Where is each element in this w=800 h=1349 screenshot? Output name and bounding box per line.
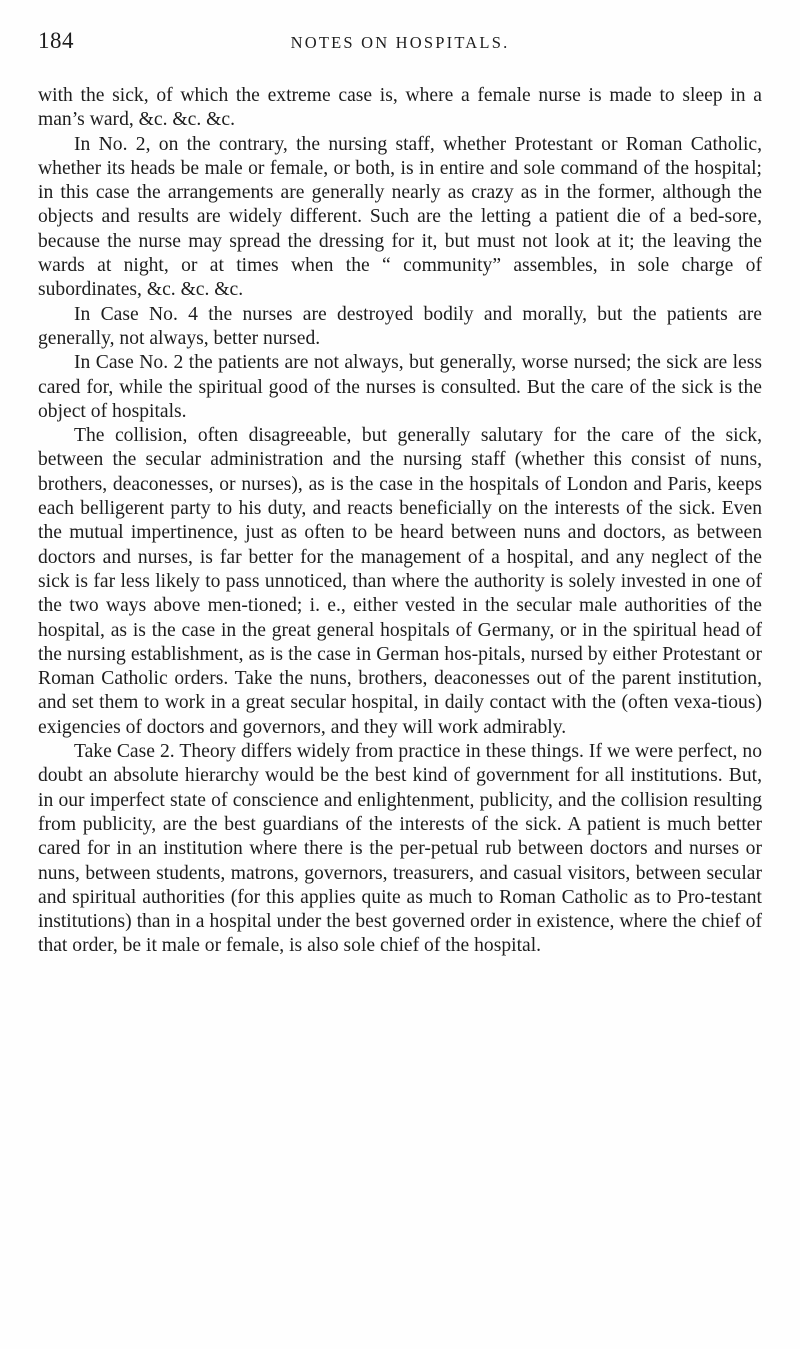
- page-header: [38, 28, 762, 62]
- paragraph-4: In Case No. 2 the patients are not always, but generally, worse nursed; the sick are less cared for, while the spiritual good of the nurses is consulted. But the care of the sick is the object of hospitals.: [38, 352, 762, 422]
- paragraph-3: In Case No. 4 the nurses are destroyed bodily and morally, but the patients are generally, not always, better nursed.: [38, 303, 762, 349]
- paragraph-6: Take Case 2. Theory differs widely from practice in these things. If we were perfect, no doubt an absolute hierarchy would be the best kind of government for all institutions. But, in our imperfect state of conscience and enlightenment, publicity, and the collision resulting from publicity, are the best guardians of the interests of the sick. A patient is much better cared for in an institution where there is the per-petual rub between doctors and nurses or nuns, between students, matrons, governors, treasurers, and casual visitors, between secular and spiritual authorities (for this applies quite as much to Roman Catholic as to Pro-testant institutions) than in a hospital under the best governed order in existence, where the chief of that order, be it male or female, is also sole chief of the hospital.: [38, 741, 762, 957]
- running-head: NOTES ON HOSPITALS.: [290, 33, 510, 52]
- body-text: [38, 84, 762, 959]
- paragraph-2: In No. 2, on the contrary, the nursing staff, whether Protestant or Roman Catholic, whether its heads be male or female, or both, is in entire and sole command of the hospital; in this case the arrangements are generally nearly as crazy as in the former, although the objects and results are widely different. Such are the letting a patient die of a bed-sore, because the nurse may spread the dressing for it, but must not look at it; the leaving the wards at night, or at times when the “ community” assembles, in sole charge of subordinates, &c. &c. &c.: [38, 133, 762, 301]
- paragraph-1: with the sick, of which the extreme case is, where a female nurse is made to sleep in a man’s ward, &c. &c. &c.: [38, 85, 762, 131]
- page-number: 184: [38, 28, 74, 53]
- paragraph-5: The collision, often disagreeable, but generally salutary for the care of the sick, between the secular administration and the nursing staff (whether this consist of nuns, brothers, deaconesses, or nurses), as is the case in the hospitals of London and Paris, keeps each belligerent party to his duty, and reacts beneficially on the interests of the sick. Even the mutual impertinence, just as often to be heard between nuns and doctors, as between doctors and nurses, is far better for the management of a hospital, and any neglect of the sick is far less likely to pass unnoticed, than where the authority is solely invested in one of the two ways above men-tioned; i. e., either vested in the secular male authorities of the hospital, as is the case in the great general hospitals of Germany, or in the spiritual head of the nursing establishment, as is the case in German hos-pitals, nursed by either Protestant or Roman Catholic orders. Take the nuns, brothers, deaconesses out of the parent institution, and set them to work in a great secular hospital, in daily contact with the (often vexa-tious) exigencies of doctors and governors, and they will work admirably.: [38, 425, 762, 738]
